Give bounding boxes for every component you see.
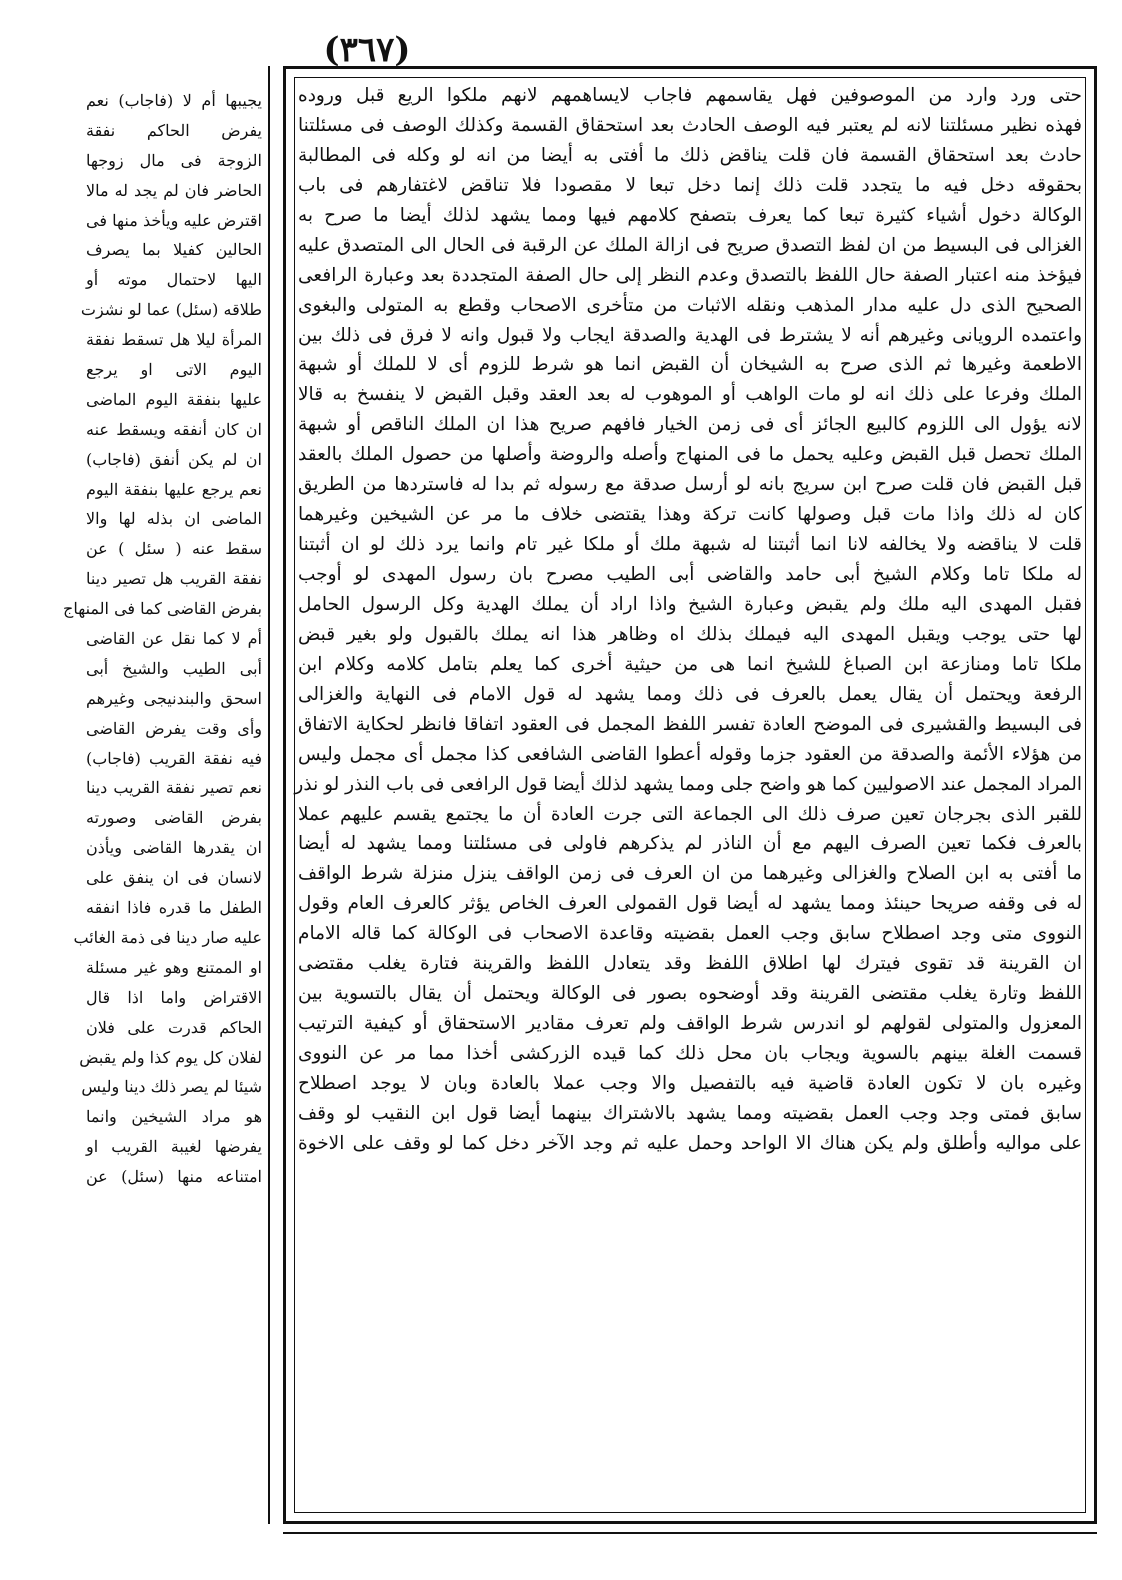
side-text-line: أبى الطيب والشيخ أبى — [86, 658, 262, 678]
side-text-line: ان يقدرها القاضى ويأذن — [86, 838, 262, 858]
side-text-line: بفرض القاضى وصورته — [86, 808, 262, 828]
side-text-line: الحاكم قدرت على فلان — [86, 1017, 262, 1037]
main-text-line: كان له ذلك واذا مات قبل وصولها كانت تركة وهذا يقتضى خلاف ما مر عن الشيخين وغيرهما — [298, 504, 1082, 526]
main-text — [294, 81, 1082, 1511]
main-text-line: الصحيح الذى دل عليه مدار المذهب ونقله الاثبات من متأخرى الاصحاب وقطع به المتولى والبغوى — [298, 294, 1082, 316]
side-text-line: الزوجة فى مال زوجها — [86, 150, 262, 170]
side-text-line: فيه نفقة القريب (فاجاب) — [86, 748, 262, 768]
side-text-line: وأى وقت يفرض القاضى — [86, 718, 262, 738]
main-text-line: فهذه نظير مسئلتنا لانه لم يعتبر فيه الوصف الحادث بعد استحقاق القسمة وكذلك الوصف فى مسئلتنا — [298, 114, 1082, 136]
side-text-line: يجيبها أم لا (فاجاب) نعم — [86, 91, 262, 110]
side-text — [63, 86, 262, 1192]
main-text-line: المراد المجمل عند الاصوليين كما هو واضح جلى ومما يشهد لذلك أيضا قول الرافعى فى باب النذر لو نذر — [294, 773, 1082, 795]
main-text-line: قبل القبض فان قلت صرح ابن سريج بانه لو أرسل صدقة مع رسوله ثم بدا له فاستردها من الطريق — [298, 474, 1082, 496]
bottom-rule — [283, 1532, 1097, 1534]
side-text-line: او الممتنع وهو غير مسئلة — [86, 957, 262, 977]
column-divider — [268, 66, 270, 1524]
side-text-line: الحالين كفيلا بما يصرف — [86, 240, 262, 260]
side-text-line: لفلان كل يوم كذا ولم يقبض — [79, 1047, 262, 1067]
page-number: (٣٦٧) — [323, 30, 411, 70]
side-text-line: ان كان أنفقه ويسقط عنه — [86, 419, 262, 439]
main-text-line: الغزالى فى البسيط من ان لفظ التصدق صريح فى ازالة الملك عن الرقبة فى الحال الى المتصدق عليه — [298, 234, 1082, 256]
main-text-line: ان القرينة قد تقوى فيترك لها اطلاق اللفظ وقد يتعادل اللفظ والقرينة فتارة يغلب مقتضى — [298, 953, 1082, 975]
main-text-line: الاطعمة وغيرها ثم الذى صرح به الشيخان أن القبض انما هو شرط للزوم أى لا للملك أو شبهة — [298, 354, 1082, 376]
side-text-line: هو مراد الشيخين وانما — [86, 1107, 262, 1127]
main-text-line: سابق فمتى وجد وجب العمل بقضيته ومما يشهد بالاشتراك بينهما أيضا قول ابن النقيب لو وقف — [298, 1102, 1082, 1124]
main-text-line: فقبل المهدى اليه ملك ولم يقبض وعبارة الشيخ واذا اراد أن يملك الهدية وكل الرسول الحامل — [298, 593, 1082, 615]
main-text-line: بحقوقه دخل فيه ما يتجدد قلت ذلك إنما دخل تبعا لا مقصودا فلا تناقض لاغتفارهم فى باب — [298, 174, 1082, 196]
side-text-line: الطفل ما قدره فاذا انفقه — [86, 898, 262, 918]
main-text-line: للقبر الذى بجرجان تعين صرف ذلك الى الجماعة التى جرت العادة أن ما يجتمع يقسم عليهم عملا — [298, 803, 1082, 825]
main-text-line: اللفظ وتارة يغلب مقتضى القرينة وقد أوضحوه بصور فى الوكالة ويحتمل أن يقال بالتسوية بين — [298, 983, 1082, 1005]
side-text-line: بفرض القاضى كما فى المنهاج — [63, 599, 262, 619]
main-text-line: حتى ورد وارد من الموصوفين فهل يقاسمهم فاجاب لايساهمهم لانهم ملكوا الريع قبل وروده — [298, 85, 1082, 106]
side-text-line: طلاقه (سئل) عما لو نشزت — [80, 300, 262, 320]
side-text-line: شيئا لم يصر ذلك دينا وليس — [81, 1077, 262, 1097]
side-text-line: يفرض الحاكم نفقة — [86, 120, 262, 140]
side-text-line: ان لم يكن أنفق (فاجاب) — [86, 449, 262, 469]
main-text-line: وغيره بان لا تكون العادة قاضية فيه بالتفصيل والا وجب عملا بالعادة وبان لا يوجد اصطلاح — [298, 1072, 1082, 1094]
main-text-line: له فى وقفه صريحا حينئذ ومما يشهد له أيضا قول القمولى العرف الخاص يؤثر كالعرف العام وقول — [298, 893, 1082, 915]
side-text-line: نعم تصير نفقة القريب دينا — [86, 778, 262, 798]
main-frame — [283, 66, 1097, 1524]
side-text-line: نفقة القريب هل تصير دينا — [86, 569, 262, 589]
main-text-line: ما أفتى به ابن الصلاح والغزالى وغيرهما من ان العرف فى زمن الواقف ينزل منزلة شرط الواقف — [298, 863, 1082, 885]
main-text-line: له ملكا تاما وكلام الشيخ أبى حامد والقاضى أبى الطيب مصرح بان رسول المهدى لو أوجب — [298, 564, 1082, 585]
side-text-line: الحاضر فان لم يجد له مالا — [86, 180, 262, 200]
side-text-line: اليها لاحتمال موته أو — [86, 270, 262, 290]
main-text-line: الملك تحصل قبل القبض وعليه يحمل ما فى المنهاج وأصله والروضة وأصلها من حصول الملك بالعقد — [298, 444, 1082, 466]
side-text-line: عليها بنفقة اليوم الماضى — [86, 389, 262, 409]
main-text-line: ملكا تاما ومنازعة ابن الصباغ للشيخ انما هى من حيثية أخرى كما يعلم بتامل كلامه وكلام ابن — [298, 653, 1082, 675]
main-text-line: لها حتى يوجب ويقبل المهدى اليه فيملك بذلك اه وظاهر هذا انه يملك بالقبول ولو بغير قبض — [298, 623, 1082, 645]
main-text-line: قسمت الغلة بينهم بالسوية ويجاب بان محل ذلك كما قيده الزركشى أخذا مما مر عن النووى — [298, 1043, 1082, 1064]
main-text-line: فيؤخذ منه اعتبار الصفة حال اللفظ بالتصدق وعدم النظر إلى حال الصفة المتجددة بعد وعبارة الرافعى — [298, 264, 1082, 286]
main-text-line: فى البسيط والقشيرى فى الموضح العادة تفسر اللفظ المجمل فى العقود اتفاقا فانظر لحكاية الاتفاق — [298, 713, 1082, 735]
side-text-line: لانسان فى ان ينفق على — [86, 868, 262, 888]
side-text-line: اقترض عليه ويأخذ منها فى — [86, 210, 262, 230]
side-text-line: يفرضها لغيبة القريب او — [86, 1137, 262, 1157]
main-text-line: حادث بعد استحقاق القسمة فان قلت يناقض ذلك ما أفتى به أيضا من انه لو وكله فى المطالبة — [298, 144, 1082, 166]
main-text-line: واعتمده الرويانى وغيرهم أنه لا يشترط فى الهدية والصدقة ايجاب ولا قبول وانه لا فرق فى ذلك بين — [298, 324, 1082, 346]
main-text-line: من هؤلاء الأئمة والصدقة من العقود جزما وقوله أعطوا القاضى الشافعى كذا مجمل أى مجمل وليس — [298, 743, 1082, 765]
side-text-line: أم لا كما نقل عن القاضى — [86, 629, 262, 649]
main-text-line: لانه يؤول الى اللزوم كالبيع الجائز أى فى زمن الخيار فافهم صريح هذا ان الملك الناقص أو شبهة — [298, 414, 1082, 436]
side-text-line: عليه صار دينا فى ذمة الغائب — [73, 927, 262, 947]
main-text-line: الرفعة ويحتمل أن يقال يعمل بالعرف فى ذلك ومما يشهد له قول الامام فى النهاية والغزالى — [298, 683, 1082, 705]
main-text-line: على مواليه وأطلق ولم يكن هناك الا الواحد وحمل عليه ثم وجد الآخر دخل كما لو وقف على الاخوة — [298, 1132, 1082, 1154]
side-text-line: اليوم الاتى او يرجع — [86, 360, 262, 380]
main-text-line: المعزول والمتولى لقولهم لو اندرس شرط الواقف ولم تعرف مقادير الاستحقاق أو كيفية الترتيب — [298, 1013, 1082, 1035]
main-text-line: بالعرف فكما تعين الصرف اليهم مع أن الناذر لم يذكرهم فاولى فى مسئلتنا ومما يشهد له أيضا — [298, 833, 1082, 855]
main-text-line: النووى متى وجد اصطلاح سابق وجب العمل بقضيته وقاعدة الاصحاب فى الوكالة كما قاله الامام — [298, 923, 1082, 945]
side-text-line: اسحق والبندنيجى وغيرهم — [86, 688, 262, 708]
main-text-line: الوكالة دخول أشياء كثيرة تبعا كما يعرف بتصفح كلامهم فيها ومما يشهد لذلك أيضا ما صرح به — [298, 204, 1082, 226]
main-text-line: الملك وفرعا على ذلك انه لو مات الواهب أو الموهوب له بعد العقد وقبل القبض لا ينفسخ به قالا — [298, 384, 1082, 406]
side-text-line: نعم يرجع عليها بنفقة اليوم — [86, 479, 262, 499]
side-text-line: سقط عنه ( سئل ) عن — [86, 539, 262, 559]
main-text-line: قلت لا يناقضه ولا يخالفه لانا انما أثبتنا له شبهة ملك أو ملكا غير تام وانما يرد ذلك لو ان أثبتنا — [298, 534, 1082, 556]
side-text-line: الماضى ان بذله لها والا — [86, 509, 262, 529]
side-text-line: امتناعه منها (سئل) عن — [86, 1167, 262, 1187]
side-text-line: الاقتراض واما اذا قال — [86, 987, 262, 1007]
side-text-line: المرأة ليلا هل تسقط نفقة — [86, 330, 262, 350]
